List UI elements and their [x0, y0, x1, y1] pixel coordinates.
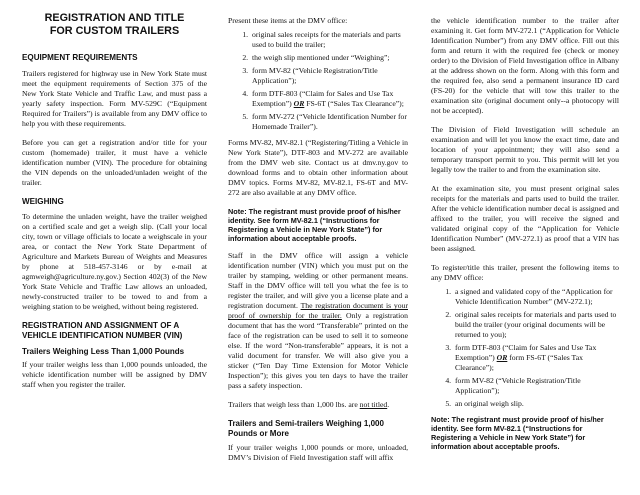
list-item: 1. a signed and validated copy of the “Application for Vehicle Identification Number” (MV-272.1);: [453, 287, 619, 307]
registration-heading: REGISTRATION AND ASSIGNMENT OF A VEHICLE IDENTIFICATION NUMBER (VIN): [22, 321, 183, 341]
list-item: 1. original sales receipts for the materials and parts used to build the trailer;: [250, 30, 408, 50]
weighing-heading: WEIGHING: [22, 196, 64, 206]
page-title: REGISTRATION AND TITLE FOR CUSTOM TRAILERS: [44, 12, 185, 38]
equipment-paragraph-1: Trailers registered for highway use in New York State must meet the equipment requirements of Section 375 of the New York State Vehicle and Traffic Law, and must pass a yearly safety inspection. Form MV-529C (“Equipment Required for Trailers”) is available from any DMV office to help you with these requirements.: [22, 68, 207, 128]
over-1000-paragraph: If your trailer weighs 1,000 pounds or more, unloaded, DMV’s Division of Field Investigation staff will affix: [228, 442, 408, 462]
vin-staff-paragraph: Staff in the DMV office will assign a vehicle identification number (VIN) which you must put on the trailer by stamping, welding or other permanent means. Staff in the DMV office will tell you what the fee is to register the trailer, and will give you a license plate and a registration document. The registration document is your proof of ownership for the trailer. Only a registration document that has the word “Transferable” printed on the face of the registration can be used to sell it to someone else. If the word “Non-transferable” appears, it is not a valid document for transfer. We will also give you a sticker (“Ten Day Time Extension for Motor Vehicle Inspection”); this gives you ten days to have the trailer pass a safety inspection.: [228, 251, 409, 391]
equipment-heading: EQUIPMENT REQUIREMENTS: [22, 52, 138, 62]
column-3: [431, 16, 619, 459]
equipment-paragraph-2: Before you can get a registration and/or title for your custom (homemade) trailer, it must have a vehicle identification number (VIN). The procedure for obtaining the VIN depends on the unloaded/unladen weight of the trailer.: [22, 137, 207, 187]
mv272-paragraph: the vehicle identification number to the trailer after examining it. Get form MV-272.1 (“Application for Vehicle Identification Number”) from any DMV office. Fill out this form and return it with the required fee (check or money order) to the Division of Field Investigation office in Albany at the address shown on the form. Along with this form and the required fee, also send a permanent insurance ID card (FS-20) for the vehicle that will tow this trailer to the examination site (original document only--a photocopy will not be accepted).: [431, 16, 619, 115]
list-item: 3. form MV-82 (“Vehicle Registration/Title Application”);: [250, 66, 408, 86]
identity-note: Note: The registrant must provide proof of his/her identity. See form MV-82.1 (“Instructions for Registering a Vehicle in New York State”) for information about acceptable proofs.: [431, 415, 604, 452]
weighing-paragraph: To determine the unladen weight, have the trailer weighed on a certified scale and get a weigh slip. (Call your local city, town or village officials to locate a weighscale in your area, or contact the New York State Department of Agriculture and Markets Bureau of Weights and Measures by phone at 518-457-3146 or by e-mail at agmweigh@agriculture.ny.gov.) Section 402(3) of the New York State Vehicle and Traffic Law allows an unloaded, newly-constructed trailer to be towed to and from a weighing station to be weighed, without being registered.: [22, 212, 207, 312]
identity-note: Note: The registrant must provide proof of his/her identity. See form MV-82.1 (“Instructions for Registering a Vehicle in New York State”) for information about acceptable proofs.: [228, 207, 401, 244]
over-1000-subheading: Trailers and Semi-trailers Weighing 1,000 Pounds or More: [228, 419, 384, 439]
column-2: [228, 16, 408, 472]
under-1000-subheading: Trailers Weighing Less Than 1,000 Pounds: [22, 346, 185, 356]
list-item: 5. an original weigh slip.: [453, 399, 619, 409]
present-items-intro: Present these items at the DMV office:: [228, 16, 348, 25]
examination-paragraph: The Division of Field Investigation will schedule an examination and will let you know the exact time, date and location of your appointment; they will also send a temporary transport permit to you. This permit will let you legally tow the trailer to and from the examination site.: [431, 125, 619, 174]
list-item: 3. form DTF-803 (“Claim for Sales and Use Tax Exemption”) OR form FS-6T (“Sales Tax Clearance”);: [453, 343, 619, 373]
list-item: 4. form MV-82 (“Vehicle Registration/Title Application”);: [453, 376, 619, 396]
present-items-list: [228, 30, 408, 132]
under-1000-paragraph: If your trailer weighs less than 1,000 pounds unloaded, the vehicle identification number will be assigned by DMV staff when you register the trailer.: [22, 360, 207, 390]
exam-site-paragraph: At the examination site, you must present original sales receipts for the materials and parts used to build the trailer. After the vehicle identification number decal is assigned and affixed to the trailer, you will receive the signed and validated original copy of the “Application for Vehicle Identification Number” (MV-272.1) as proof that a VIN has been assigned.: [431, 184, 619, 253]
register-items-list: [431, 287, 619, 409]
column-1: [22, 10, 207, 399]
list-item: 2. the weigh slip mentioned under “Weighing”;: [250, 53, 408, 63]
list-item: 2. original sales receipts for materials and parts used to build the trailer (your original documents will be returned to you);: [453, 310, 619, 340]
list-item: 5. form MV-272 (“Vehicle Identification Number for Homemade Trailer”).: [250, 112, 408, 132]
not-titled-paragraph: Trailers that weigh less than 1,000 lbs. are not titled.: [228, 400, 390, 410]
list-item: 4. form DTF-803 (“Claim for Sales and Use Tax Exemption”) OR FS-6T (“Sales Tax Clearance”);: [250, 89, 408, 109]
register-intro: To register/title this trailer, present the following items to any DMV office:: [431, 263, 619, 282]
forms-paragraph: Forms MV-82, MV-82.1 (“Registering/Titling a Vehicle in New York State”), DTF-803 and MV-272 are available from the DMV web site. Contact us at dmv.ny.gov to download forms and to obtain other information about DMV topics. Forms MV-82, MV-82.1, FS-6T and MV-272 are also available at any DMV office.: [228, 138, 408, 197]
